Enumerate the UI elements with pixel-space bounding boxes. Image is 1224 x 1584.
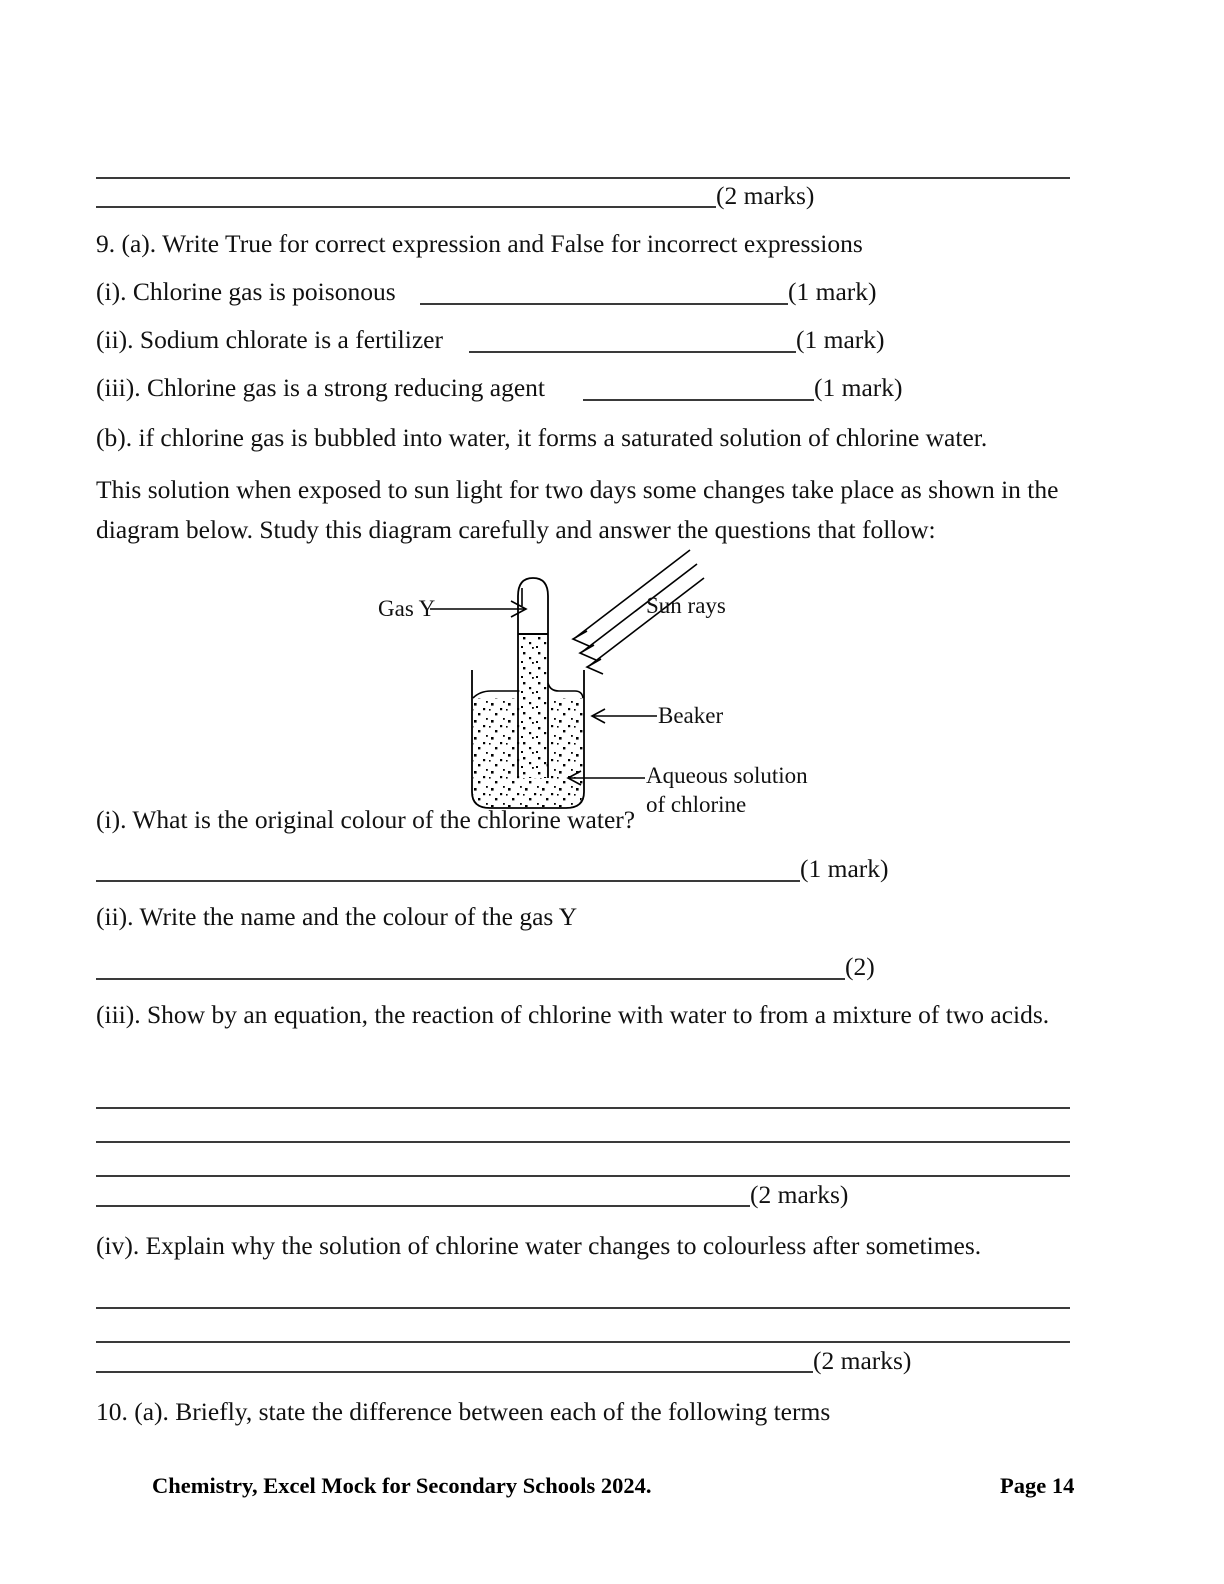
diagram-label-aqueous-solution-line2: of chlorine <box>646 792 747 817</box>
answer-rule <box>96 177 1070 179</box>
question-10a-stem: 10. (a). Briefly, state the difference between each of the following terms <box>96 1397 831 1426</box>
question-9a-item-iii-label: (iii). Chlorine gas is a strong reducing agent <box>96 373 545 402</box>
answer-rule <box>96 978 845 980</box>
marks-label: (1 mark) <box>814 373 903 402</box>
diagram-label-aqueous-solution-line1: Aqueous solution <box>646 763 808 788</box>
question-9a-item-i-label: (i). Chlorine gas is poisonous <box>96 277 396 306</box>
answer-rule <box>469 351 796 353</box>
question-9a-stem: 9. (a). Write True for correct expression and False for incorrect expressions <box>96 229 863 258</box>
answer-rule <box>96 1107 1070 1109</box>
diagram-label-sun-rays: Sun rays <box>646 593 726 618</box>
question-9a-item-ii-label: (ii). Sodium chlorate is a fertilizer <box>96 325 443 354</box>
answer-rule <box>96 1341 1070 1343</box>
question-9b-line2: This solution when exposed to sun light for two days some changes take place as shown in the diagram below. Study this diagram carefully and answer the questions that follow: <box>96 475 1059 544</box>
question-9b-ii-text: (ii). Write the name and the colour of the gas Y <box>96 902 578 931</box>
answer-rule <box>96 1141 1070 1143</box>
marks-label: (2 marks) <box>716 181 815 210</box>
diagram-label-gas-y: Gas Y <box>378 596 436 621</box>
answer-rule <box>96 206 716 208</box>
marks-label: (1 mark) <box>796 325 885 354</box>
answer-rule <box>96 1205 750 1207</box>
answer-rule <box>420 303 788 305</box>
question-9b-iii-text: (iii). Show by an equation, the reaction of chlorine with water to from a mixture of two acids. <box>96 1000 1050 1029</box>
marks-label: (2) <box>845 952 875 981</box>
marks-label: (2 marks) <box>813 1346 912 1375</box>
footer-left-text: Chemistry, Excel Mock for Secondary Schools 2024. <box>152 1473 652 1498</box>
marks-label: (2 marks) <box>750 1180 849 1209</box>
question-9b-iv-text: (iv). Explain why the solution of chlorine water changes to colourless after sometimes. <box>96 1231 982 1260</box>
answer-rule <box>96 880 800 882</box>
marks-label: (1 mark) <box>800 854 889 883</box>
diagram-label-beaker: Beaker <box>658 703 724 728</box>
question-9b-line1: (b). if chlorine gas is bubbled into water, it forms a saturated solution of chlorine water. <box>96 423 988 452</box>
answer-rule <box>96 1307 1070 1309</box>
answer-rule <box>96 1371 813 1373</box>
question-9b-i-text: (i). What is the original colour of the chlorine water? <box>96 805 636 834</box>
chlorine-water-diagram <box>370 530 830 830</box>
answer-rule <box>583 399 814 401</box>
marks-label: (1 mark) <box>788 277 877 306</box>
answer-rule <box>96 1175 1070 1177</box>
footer-page-number: Page 14 <box>1000 1473 1075 1498</box>
